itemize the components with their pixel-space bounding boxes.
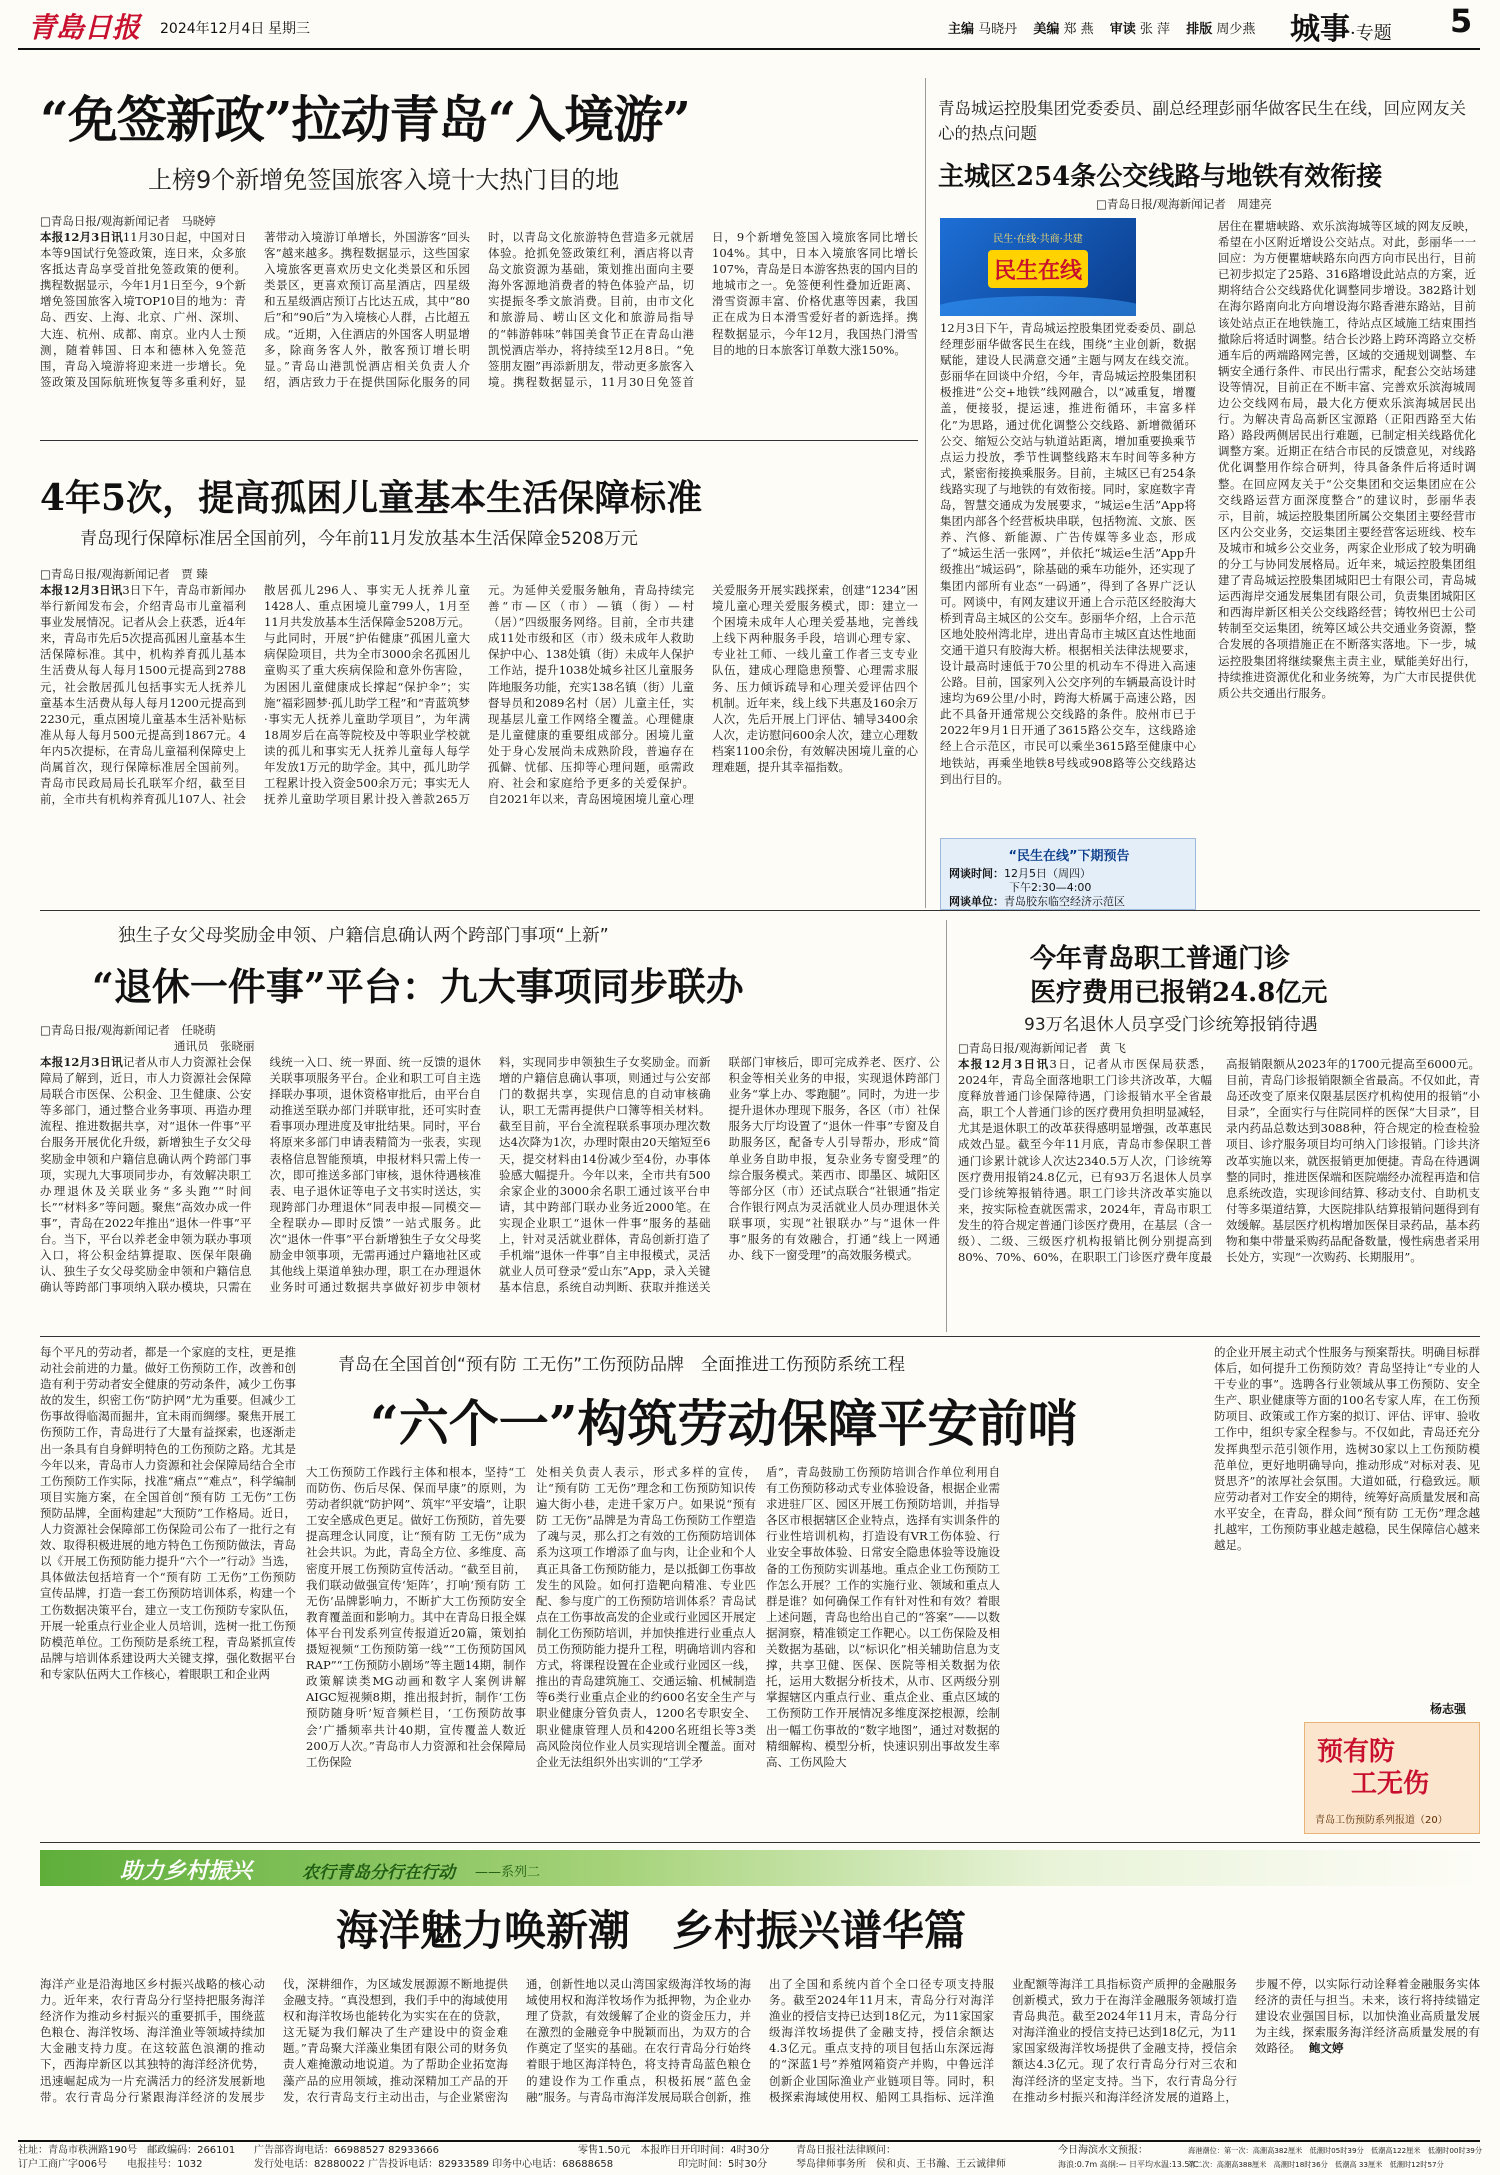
article3-body-right: 居住在瞿塘峡路、欢乐滨海城等区域的网友反映，希望在小区附近增设公交站点。对此，彭丽华一一回应：为方便瞿塘峡路东向西方向市民出行，目前已初步拟定了25路、316路增设此站点的方案，近期将结合公交线路优化调整同步增设。382路计划在海尔路南向北方向增设海尔路香港东路站，目前该处站点正在地铁施工，待站点区域施工结束围挡撤除后将适时调整。结合长沙路上跨环湾路立交桥通车后的两端路网完善，区域的交通规划调整、车辆安全通行条件、市民出行需求，配套公交站场建设等情况，目前正在不断丰富、完善欢乐滨海城周边公交线网布局，最大化方便欢乐滨海城居民出行。为解决青岛高新区宝源路（正阳西路至大佑路）路段两侧居民出行难题，已制定相关线路优化调整方案。近期正在结合市民的反馈意见，对线路优化调整用作综合研判，待具备条件后将适时调整。在回应网友关于“公交集团和交运集团应在公交线路运营方面深度整合”的建议时，彭丽华表示，目前，城运控股集团所属公交集团主要经营市区内公交业务，交运集团主要经营客运班线、校车及城市和城乡公交业务，两家企业形成了较为明确的分工与协同发展格局。近年来，城运控股集团组建了青岛城运控股集团城阳巴士有限公司，青岛城运西海岸交通发展集团有限公司，负责集团城阳区和西海岸新区相关公交线路经营；铸牧州巴士公司转制至交运集团，统筹区域公共交通业务资源，整合发展的各项措施正在不断落实落地。下一步，城运控股集团将继续聚焦主责主业，赋能美好出行，持续推进资源优化和业务统筹，为广大市民提供优质公共交通出行服务。 xyxy=(1218,219,1476,700)
notice-time-label: 网谈时间： xyxy=(949,867,1004,880)
article2-title: 4年5次，提高孤困儿童基本生活保障标准 xyxy=(40,477,703,519)
badge-line2: 工无伤 xyxy=(1351,1769,1430,1799)
badge-line1: 预有防 xyxy=(1317,1737,1396,1767)
divider-a6 xyxy=(40,1336,1480,1337)
article1-byline: □青岛日报/观海新闻记者 马晓婷 xyxy=(40,214,216,228)
rural-revitalization-banner xyxy=(40,1850,1480,1886)
article7-author: 鲍文婷 xyxy=(1309,2041,1344,2056)
article6-body-c2: 处相关负责人表示，形式多样的宣传，让“预有防 工无伤”理念和工伤预防知识传遍大街小巷，走进千家万户。如果说“预有防 工无伤”品牌是为青岛工伤预防工作塑造了魂与灵，那么打之有效的工伤预防培训体系为这项工作增添了血与肉，让企业和个人真正具备工伤预防能力，是以抵御工伤事故发生的风险。如何打造靶向精准、专业匹配、参与度广的工伤预防培训体系？青岛试点在工伤事故高发的企业或行业园区开展定制化工伤预防培训，并加快推进行业重点人员工伤预防能力提升工程，明确培训内容和方式，将课程设置在企业或行业园区一线，推出的青岛建筑施工、交通运输、机械制造等6类行业重点企业的约600名安全生产与职业健康分管负责人，1200名专职安全、职业健康管理人员和4200名班组长等3类高风险岗位作业人员实现培训全覆盖。面对企业无法组织外出实训的“工学矛 xyxy=(536,1465,756,1769)
divider-mid xyxy=(40,910,1480,911)
article5-subtitle: 93万名退休人员享受门诊统筹报销待遇 xyxy=(1024,1015,1318,1035)
layout-name: 周少燕 xyxy=(1216,22,1256,37)
section-title: 城事 xyxy=(1290,12,1350,47)
issue-date: 2024年12月4日 xyxy=(160,21,265,37)
article6-body-right: 的企业开展主动式个性服务与预案帮扶。明确目标群体后，如何提升工伤预防效？青岛坚持让“专业的人干专业的事”。选聘各行业领域从事工伤预防、安全生产、职业健康等方面的100名专家人库，在工伤预防项目、政策或工作方案的拟订、评估、评审、验收工作中，组织专家全程参与。不仅如此，青岛还充分发挥典型示范引领作用，选树30家以上工伤预防模范单位，更好地明确导向，推动形成“对标对表、见贤思齐”的浓厚社会氛围。大道如砥，行稳致远。顺应劳动者对工作安全的期待，统筹好高质量发展和高水平安全，在青岛，群众间“预有防 工无伤”理念越扎越牢，工伤预防事业越走越稳，民生保障信心越来越足。 xyxy=(1214,1345,1480,1553)
article1-subtitle: 上榜9个新增免签国旅客入境十大热门目的地 xyxy=(148,166,620,194)
article5-byline: □青岛日报/观海新闻记者 黄 飞 xyxy=(958,1041,1126,1055)
article6-body-c1: 大工伤预防工作践行主体和根本，坚持“工而防伤、伤后尽保、保而早康”的原则，为劳动者织就“防护网”、筑牢“平安墙”，让职工安全感成色更足。做好工伤预防，首先要提高理念认同度，让“预有防 工无伤”成为社会共识。为此，青岛全方位、多维度、高密度开展工伤预防宣传活动。“截至目前，我们联动做强宣传‘矩阵’，打响‘预有防 工无伤’品牌影响力，不断扩大工伤预防安全教育覆盖面和影响力。其中在青岛日报全媒体平台刊发系列宣传报道近20篇，策划拍摄短视频“工伤预防第一线”“工伤预防国风RAP”“工伤预防小剧场”等主题14期，制作政策解读类MG动画和数字人案例讲解AIGC短视频8期，推出报封折，制作‘工伤预防随身听’短音频栏目，‘工伤预防故事会’广播频率共计40期，宣传覆盖人数近200万人次。”青岛市人力资源和社会保障局工伤保险 xyxy=(306,1465,526,1769)
banner-series: ——系列二 xyxy=(475,1865,541,1880)
divider-a7 xyxy=(40,1842,1480,1843)
notice-guest-row xyxy=(949,893,1125,909)
article2-body: 本报12月3日讯3日下午，青岛市新闻办举行新闻发布会，介绍青岛市儿童福利事业发展情况。记者从会上获悉，近4年来，青岛市先后5次提高孤困儿童基本生活保障标准。其中，机构养育孤儿基本生活费从每人每月1500元提高到2788元，社会散居孤儿包括事实无人抚养儿童基本生活费从每人每月1200元提高到2230元，重点困境儿童基本生活补贴标准从每人每月500元提高到1867元。4年内5次提标，在青岛儿童福利保障史上尚属首次，现行保障标准居全国前列。青岛市民政局局长孔联军介绍，截至目前，全市共有机构养育孤儿107人、社会散居孤儿296人、事实无人抚养儿童1428人、重点困境儿童799人，1月至11月共发放基本生活保障金5208万元。与此同时，开展“护佑健康”孤困儿童大病保险项目，共为全市3000余名孤困儿童购买了重大疾病保险和意外伤害险，为困困儿童健康成长撑起“保护伞”；实施“福彩圆梦·孤儿助学工程”和“青蓝筑梦·事实无人抚养儿童助学项目”，为年满18周岁后在高等院校及中等职业学校就读的孤儿和事实无人抚养儿童每人每学年发放1万元的助学金。其中，孤儿助学工程累计投入资金500余万元；事实无人抚养儿童助学项目累计投入善款265万元。为延伸关爱服务触角，青岛持续完善“市—区（市）—镇（街）—村（居）”四级服务网络。目前，全市共建成11处市级和区（市）级未成年人救助保护中心、138处镇（街）未成年人保护工作站，提升1038处城乡社区儿童服务阵地服务功能，充实138名镇（街）儿童督导员和2089名村（居）儿童主任，实现基层儿童工作网络全覆盖。心理健康是儿童健康的重要组成部分。困境儿童处于身心发展尚未成熟阶段，普遍存在孤僻、忧郁、压抑等心理问题，亟需政府、社会和家庭给予更多的关爱保护。自2021年以来，青岛困境困境儿童心理关爱服务开展实践探索，创建“1234”困境儿童心理关爱服务模式，即：建立一个困境未成年人心理关爱基地，完善线上线下两种服务手段，培训心理专家、专业社工师、一线儿童工作者三支专业队伍，建成心理隐患预警、心理需求服务、压力倾诉疏导和心理关爱评估四个机制。近年来，线上线下共惠及160余万人次，先后开展上门评估、辅导3400余人次，走访慰问600余人次，建立心理数档案1100余份，有效解决困境儿童的心理难题，提升其幸福指数。 xyxy=(40,583,918,807)
article7-title: 海洋魅力唤新潮 乡村振兴谱华篇 xyxy=(336,1906,967,1955)
section-name xyxy=(1290,4,1392,48)
article1-lead: 本报12月3日讯 xyxy=(40,230,123,244)
notice-guest-label: 网谈单位： xyxy=(949,895,1004,908)
footer xyxy=(18,2144,1483,2174)
banner-main: 助力乡村振兴 xyxy=(120,1858,253,1884)
issue-weekday: 星期三 xyxy=(268,21,310,37)
layout-label: 排版 xyxy=(1186,22,1213,37)
footer-legal: 琴岛律师事务所 侯和贞、王书瀚、王云诚律师 xyxy=(796,2159,1006,2170)
article2-byline: □青岛日报/观海新闻记者 贾 臻 xyxy=(40,567,208,581)
banner-title: 民生在线 xyxy=(993,258,1082,284)
footer-hydro-label: 今日海滨水文预报： xyxy=(1058,2145,1148,2156)
article6-title: “六个一”构筑劳动保障平安前哨 xyxy=(370,1394,1078,1453)
footer-rule xyxy=(18,2140,1480,2142)
article4-byline2: 通讯员 张晓丽 xyxy=(174,1039,255,1053)
banner-wave xyxy=(940,296,1136,316)
editor-name: 马晓丹 xyxy=(978,22,1018,37)
article6-kicker: 青岛在全国首创“预有防 工无伤”工伤预防品牌 全面推进工伤预防系统工程 xyxy=(338,1355,906,1375)
article3-body-left: 12月3日下午，青岛城运控股集团党委委员、副总经理彭丽华做客民生在线，围绕“主业创新，数据赋能，建设人民满意交通”主题与网友在线交流。彭丽华在回谈中介绍，今年，青岛城运控股集团积极推进“公交+地铁”线网融合，以“减重复，增覆盖，便接驳，提运速，推进衔循环，丰富多样化”为思路，通过优化调整公交线路、新增微循环公交、缩短公交站与轨道站距离，增加重要换乘节点运力投放，季节性调整线路末车时间等多种方式，紧密衔接换乘服务。目前，主城区已有254条线路实现了与地铁的有效衔接。同时，家庭数字青岛，智慧交通成为发展要求，“城运e生活”App将集团内部各个经营板块串联，包括物流、文旅、医养、汽修、新能源、广告传媒等多业态，形成了“城运生活一张网”，并依托“城运e生活”App升级推出“城运码”，除基础的乘车功能外，还实现了集团内部所有业态“一码通”，得到了各界广泛认可。网谈中，有网友建议开通上合示范区经胶海大桥到青岛主城区的公交车。彭丽华介绍，上合示范区地处胶州湾北岸，进出青岛市主城区直达性地面交通干道只有胶海大桥。根据相关法律法规要求，设计最高时速低于70公里的机动车不得进入高速公路。目前，国家列入公交序列的车辆最高设计时速均为69公里/小时，跨海大桥属于高速公路，因此不具备开通常规公交线路的条件。胶州市已于2022年9月1日开通了3615路公交车，这线路途经上合示范区，市民可以乘坐3615路至健康中心地铁站，再乘坐地铁8号线或908路等公交线路达到出行目的。 xyxy=(940,321,1196,786)
article1-title: “免签新政”拉动青岛“入境游” xyxy=(40,90,691,149)
review-label: 审读 xyxy=(1109,22,1136,37)
footer-tide1: 海港潮位：第一次：高潮高382厘米 低潮时05时39分 低潮高122厘米 低潮时00时39分 xyxy=(1188,2146,1483,2155)
article2-lead: 本报12月3日讯 xyxy=(40,583,123,597)
article3-kicker: 青岛城运控股集团党委委员、副总经理彭丽华做客民生在线，回应网友关心的热点问题 xyxy=(938,99,1466,143)
article4-body: 本报12月3日讯记者从市人力资源社会保障局了解到，近日，市人力资源社会保障局联合市医保、公积金、卫生健康、公安等多部门，通过整合业务事项、再造办理流程、推进数据共享，对“退休一件事”平台服务开展优化升级，新增独生子女父母奖励金申领和户籍信息确认两个跨部门事项，实现九大事项同步办，有效解决职工办理退休及关联业务“多头跑”“时间长”“材料多”等问题。聚焦“高效办成一件事”，青岛在2022年推出“退休一件事”平台。当下，平台以养老金申领为联办事项入口，将公积金结算提取、医保年限确认、独生子女父母奖励金申领和户籍信息确认等跨部门事项纳入联办模块，只需在线统一入口、统一界面、统一反馈的退休关联事项服务平台。企业和职工可自主选择联办事项，退休资格审批后，由平台自动推送至联办部门并联审批，还可实时查看事项办理进度及审批结果。同时，平台将原来多部门申请表精简为一张表，实现表格信息智能预填，申报材料只需上传一次，即可推送多部门审核，退休待遇核准表、电子退休证等电子文书实时送达，实现跨部门办理退休“同表申报—同模交—全程联办—即时反馈”一站式服务。此次“退休一件事”平台新增独生子女父母奖励金申领事项，无需再通过户籍地社区或其他线上渠道单独办理，职工在办理退休业务时可通过数据共享做好初步申领材料，实现同步申领独生子女奖励金。而新增的户籍信息确认事项，则通过与公安部门的数据共享，实现信息的自动审核确认，职工无需再提供户口簿等相关材料。截至目前，平台全流程联系事项办理次数达4次降为1次，办理时限由20天缩短至6天，提交材料由14份减少至4份，办事体验感大幅提升。今年以来，全市共有500余家企业的3000余名职工通过该平台申请，其中跨部门联办业务近2000笔。在实现企业职工“退休一件事”服务的基础上，针对灵活就业群体，青岛创新打造了手机端“退休一件事”自主申报模式，灵活就业人员可登录“爱山东”App，录入关键基本信息，系统自动判断、获取并推送关联部门审核后，即可完成养老、医疗、公积金等相关业务的申报，实现退休跨部门业务“掌上办、零跑腿”。同时，为进一步提升退休办理现下服务，各区（市）社保服务大厅均设置了“退休一件事”专窗及自助服务区，配备专人引导帮办，形成“简单业务自助申报，复杂业务专窗受理”的综合服务模式。莱西市、即墨区、城阳区等部分区（市）还试点联合“社银通”指定合作银行网点为灵活就业人员办理退休关联事项，实现“社银联办”与“退休一件事”服务的有效融合，打通“线上一网通办、线下一窗受理”的高效服务模式。 xyxy=(40,1055,940,1295)
article7-body: 海洋产业是沿海地区乡村振兴战略的核心动力。近年来，农行青岛分行坚持把服务海洋经济作为推动乡村振兴的重要抓手，围绕蓝色粮仓、海洋牧场、海洋渔业等领域持续加大金融支持力度。在这较蓝色浪潮的推动下，西海岸新区以其独特的海洋经济优势，迅速崛起成为一片充满活力的经济发展新地带。农行青岛分行紧跟海洋经济的发展步伐，深耕细作，为区域发展源源不断地提供金融支持。“真没想到，我们手中的海域使用权和海洋牧场也能转化为实实在在的贷款，这无疑为我们解决了生产建设中的资金难题。”青岛聚大洋藻业集团有限公司的财务负责人难掩激动地说道。为了帮助企业拓宽海藻产品的应用领域，推动深精加工产品的开发，农行青岛支行主动出击，与企业紧密沟通，创新性地以灵山湾国家级海洋牧场的海域使用权和海洋牧场作为抵押物，为企业办理了贷款，有效缓解了企业的资金压力，并在激烈的金融竞争中脱颖而出，为双方的合作奠定了坚实的基础。在农行青岛分行始终着眼于地区海洋特色，将支持青岛蓝色粮仓的建设作为工作重点，积极拓展“蓝色金融”服务。与青岛市海洋发展局联合创新，推出了全国和系统内首个全口径专项支持服务。截至2024年11月末，青岛分行对海洋渔业的授信支持已达到18亿元，为11家国家级海洋牧场提供了金融支持，授信余额达4.3亿元。重点支持的项目包括山东深远海的“深蓝1号”养殖网箱资产并购，中鲁远洋创新企业国际渔业产业链项目等。同时，积极探索海域使用权、船网工具指标、远洋渔业配额等海洋工具指标资产质押的金融服务创新模式，致力于在海洋金融服务领域打造青岛典范。截至2024年11月末，青岛分行对海洋渔业的授信支持已达到18亿元，为11家国家级海洋牧场提供了金融支持，授信余额达4.3亿元。现了农行青岛分行对三农和海洋经济的坚定支持。当下，农行青岛分行在推动乡村振兴和海洋经济发展的道路上，步履不停，以实际行动诠释着金融服务实体经济的责任与担当。未来，该行将持续锚定建设农业强国目标，以加快渔业高质量发展为主线，探索服务海洋经济高质量发展的有效路径。 鲍文婷 xyxy=(40,1977,1480,2104)
footer-print-time: 印完时间：5时30分 xyxy=(678,2159,768,2170)
notice-guest: 青岛胶东临空经济示范区 xyxy=(1004,895,1125,908)
banner-subtitle: 农行青岛分行在行动 xyxy=(302,1863,455,1883)
footer-phones: 发行处电话：82880022 广告投诉电话：82933589 印务中心电话：68688658 xyxy=(254,2159,614,2170)
divider-a1 xyxy=(40,440,918,441)
banner-top-text: 民生·在线·共商·共建 xyxy=(993,234,1083,245)
editor-label: 主编 xyxy=(948,22,975,37)
article4-lead: 本报12月3日讯 xyxy=(40,1055,123,1069)
footer-ad-phone: 广告部咨询电话：66988527 82933666 xyxy=(254,2145,439,2156)
article2-subtitle: 青岛现行保障标准居全国前列，今年前11月发放基本生活保障金5208万元 xyxy=(80,529,638,549)
article3-title: 主城区254条公交线路与地铁有效衔接 xyxy=(938,162,1383,192)
article6-author: 杨志强 xyxy=(1430,1702,1467,1716)
footer-address: 社址：青岛市秩洲路190号 邮政编码：266101 xyxy=(18,2145,236,2156)
article6-body-c3: 盾”，青岛鼓励工伤预防培训合作单位利用自有工伤预防移动式专业体验设备，根据企业需求进驻厂区、园区开展工伤预防培训，并指导各区市根据辖区企业特点，选择有实训条件的行业性培训机构，打造设有VR工伤体验、行业安全事故体验、日常安全隐患体验等设施设备的工伤预防实训基地。重点企业工伤预防工作怎么开展？工作的实施行业、领域和重点人群是谁？如何确保工作有针对性和有效？着眼上述问题，青岛也给出自己的“答案”——以数据洞察，精准锁定工作靶心。以工伤保险及相关数据为基础，以“标识化”相关辅助信息为支撑，共享卫健、医保、医院等相关数据为依托，运用大数据分析技术，从市、区两级分别掌握辖区内重点行业、重点企业、重点区域的工伤预防工作开展情况多维度深挖根源，绘制出一幅工伤事故的“数字地图”，通过对数据的精细解构、模型分析，快速识别出事故发生率高、工伤风险大 xyxy=(766,1465,1000,1769)
prevention-badge xyxy=(1304,1722,1480,1834)
footer-license: 订户工商广字006号 电报挂号：1032 xyxy=(18,2159,203,2170)
badge-caption: 青岛工伤预防系列报道（20） xyxy=(1315,1815,1448,1826)
footer-legal-label: 青岛日报社法律顾问： xyxy=(796,2145,896,2156)
footer-tide2: 第二次：高潮高388厘米 高潮时18时36分 低潮高 33厘米 低潮时12时57分 xyxy=(1188,2160,1444,2169)
staff-credits xyxy=(948,18,1255,37)
article5-title-line1: 今年青岛职工普通门诊 xyxy=(1030,944,1291,974)
article5-body: 本报12月3日讯3日，记者从市医保局获悉，2024年，青岛全面落地职工门诊共济改革，大幅度释放普通门诊保障待遇，门诊报销水平全省最高，职工个人普通门诊的医疗费用负担明显减轻，尤其是退休职工的改革获得感明显增强，改革惠民成效凸显。截至今年11月底，青岛市参保职工普通门诊累计就诊人次达2340.5万人次，门诊统筹医疗费用报销24.8亿元，已有93万名退休人员享受门诊统筹报销待遇。职工门诊共济改革实施以来，按实际检查就医需求，2024年，青岛市职工发生的符合规定普通门诊医疗费用，在基层（含一级）、二级、三级医疗机构报销比例分别提高到80%、70%、60%，在职职工门诊医疗费年度最高报销限额从2023年的1700元提高至6000元。目前，青岛门诊报销限额全省最高。不仅如此，青岛还改变了原来仅限基层医疗机构使用的报销“小目录”，全面实行与住院同样的医保“大目录”，目录内药品总数达到3088种，符合规定的检查检验项目、诊疗服务项目均可纳入门诊报销。门诊共济改革实施以来，就医报销更加便捷。青岛在待遇调整的同时，推进医保端和医院端经办流程再造和信息系统改造，实现诊间结算、移动支付、自助机支付等多渠道结算，大医院排队结算报销问题得到有效缓解。基层医疗机构增加医保目录药品，基本药物和集中带量采购药品配备数量，慢性病患者采用长处方，实现“一次购药、长期服用”。 xyxy=(958,1057,1480,1265)
next-issue-notice xyxy=(940,838,1196,910)
right-column-divider xyxy=(925,78,926,908)
section-subtitle: ·专题 xyxy=(1350,23,1392,44)
article3-byline: □青岛日报/观海新闻记者 周建亮 xyxy=(1096,197,1272,211)
newspaper-logo: 青島日报 xyxy=(28,11,141,44)
masthead-rule xyxy=(18,48,1480,50)
notice-title: “民生在线”下期预告 xyxy=(1008,849,1130,864)
notice-time: 12月5日（周四） xyxy=(1004,867,1091,880)
art-name: 郑 燕 xyxy=(1063,22,1094,37)
review-name: 张 萍 xyxy=(1139,22,1171,37)
article5-title-line2: 医疗费用已报销24.8亿元 xyxy=(1030,978,1328,1008)
article4-kicker: 独生子女父母奖励金申领、户籍信息确认两个跨部门事项“上新” xyxy=(118,926,609,946)
article5-lead: 本报12月3日讯 xyxy=(958,1057,1050,1071)
footer-hydro: 海浪:0.7m 高纲:— 日平均水温:13.5℃ xyxy=(1058,2160,1199,2169)
article1-body: 本报12月3日讯11月30日起，中国对日本等9国试行免签政策，连日来，众多旅客抵达青岛享受首批免签政策的便利。携程数据显示，今年1月1日至今，9个新增免签国旅客入境TOP10目的地为：青岛、西安、上海、北京、广州、深圳、大连、杭州、成都、南京。业内人士预测，随着韩国、日本和德林入免签范围，青岛入境游将迎来进一步增长。免签政策及国际航班恢复等多重利好，显著带动入境游订单增长，外国游客“回头客”越来越多。携程数据显示，这些国家入境旅客更喜欢历史文化类景区和乐园类景区，更喜欢预订高星酒店，四星级和五星级酒店预订占比达五成，其中“80后”和“90后”为入境核心人群，占比超五成。“近期，入住酒店的外国客人明显增多，除商务客人外，散客预订增长明显。”青岛山港凯悦酒店相关负责人介绍，酒店致力于在提供国际化服务的同时，以青岛文化旅游特色营造多元就居体验。抢抓免签政策红利，酒店将以青岛文旅资源为基础，策划推出面向主要海外客源地消费者的特色体验产品，切实提振冬季文旅消费。目前，由市文化和旅游局、崂山区文化和旅游局指导的“韩游韩味”韩国美食节正在青岛山港凯悦酒店举办，将持续至12月8日。“免签朋友圈”再添新朋友，带动更多旅客入境。携程数据显示，11月30日免签首日，9个新增免签国入境旅客同比增长104%。其中，日本入境旅客同比增长107%，青岛是日本游客热衷的国内目的地城市之一。免签便利性叠加近距离、滑雪资源丰富、价格优惠等因素，我国正在成为日本滑雪爱好者的新选择。携程数据显示，今年12月，我国热门滑雪目的地的日本旅客订单数大涨150%。 xyxy=(40,230,918,389)
footer-price: 零售1.50元 本报昨日开印时间：4时30分 xyxy=(578,2145,770,2156)
page-number: 5 xyxy=(1450,2,1473,40)
article4-byline1: □青岛日报/观海新闻记者 任晓萌 xyxy=(40,1023,216,1037)
a5-divider xyxy=(946,920,947,1332)
minsheng-banner xyxy=(940,218,1136,316)
notice-time2: 下午2:30—4:00 xyxy=(1009,881,1092,894)
article4-title: “退休一件事”平台：九大事项同步联办 xyxy=(92,964,744,1009)
art-label: 美编 xyxy=(1033,22,1060,37)
article6-body-left: 每个平凡的劳动者，都是一个家庭的支柱，更是推动社会前进的力量。做好工伤预防工作，改善和创造有利于劳动者安全健康的劳动条件，减少工伤事故的发生，织密工伤“防护网”尤为重要。但减少工伤事故得临渴而掘井，宜未雨而绸缪。聚焦开展工伤预防工作，青岛进行了大量有益探索，也逐渐走出一条具有自身鲜明特色的工伤预防之路。尤其是今年以来，青岛市人力资源和社会保障局结合全市工伤预防工作实际，找准“痛点”“难点”，科学编制项目实施方案，在全国首创“预有防 工无伤”工伤预防品牌，全面构建起“大预防”工作格局。近日，人力资源社会保障部工伤保险司公布了一批行之有效、取得积极进展的地方特色工伤预防做法，青岛以《开展工伤预防能力提升“六个一”行动》当选，具体做法包括培育一个“预有防 工无伤”工伤预防宣传品牌，打造一套工伤预防培训体系，构建一个工伤数据决策平台，建立一支工伤预防专家队伍，开展一轮重点行业企业人员培训，选树一批工伤预防模范单位。工伤预防是系统工程，青岛紧抓宣传品牌与培训体系建设两大关键支撑，强化数据平台和专家队伍两大工作核心，着眼职工和企业两 xyxy=(40,1345,296,1681)
